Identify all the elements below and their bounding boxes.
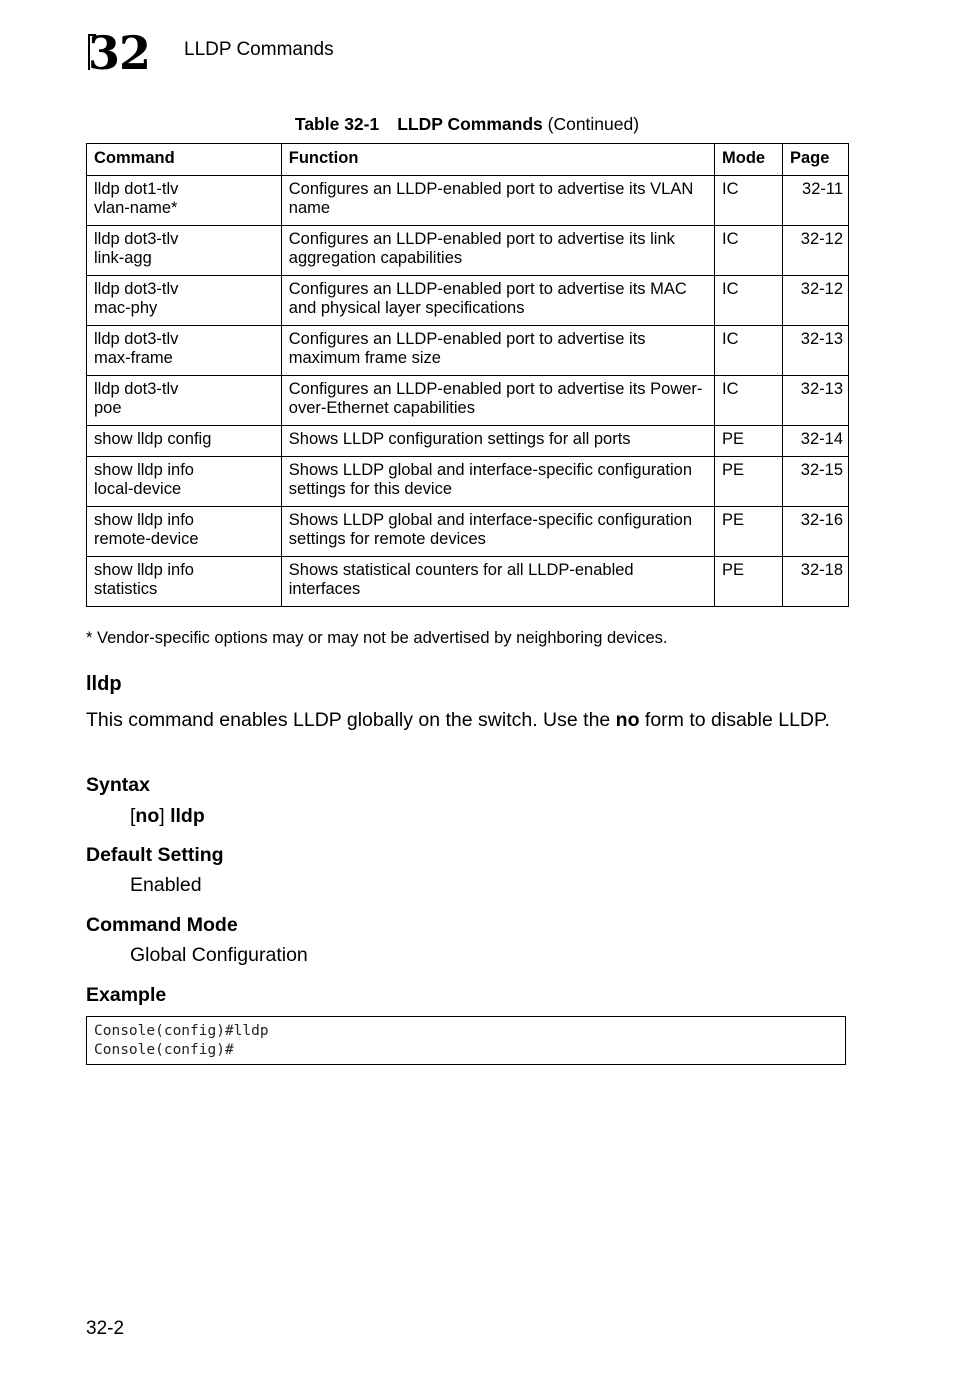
column-header-mode: Mode: [715, 144, 783, 176]
command-mode-value: Global Configuration: [130, 944, 308, 966]
cell-page: 32-12: [783, 226, 849, 276]
syntax-close-bracket: ]: [159, 805, 171, 827]
cell-page: 32-11: [783, 176, 849, 226]
cell-mode: PE: [715, 557, 783, 607]
table-header-row: [87, 144, 849, 176]
code-line: Console(config)#lldp: [94, 1023, 269, 1039]
column-header-command: Command: [87, 144, 282, 176]
table-row: [87, 376, 849, 426]
syntax-heading: Syntax: [86, 774, 150, 796]
cell-command: lldp dot3-tlv mac-phy: [87, 276, 282, 326]
cell-command: lldp dot1-tlv vlan-name*: [87, 176, 282, 226]
cell-mode: PE: [715, 507, 783, 557]
example-code-block: [86, 1016, 846, 1065]
cell-function: Shows LLDP configuration settings for all ports: [281, 426, 714, 457]
table-row: [87, 457, 849, 507]
cell-page: 32-18: [783, 557, 849, 607]
column-header-function: Function: [281, 144, 714, 176]
cell-function: Configures an LLDP-enabled port to advertise its VLAN name: [281, 176, 714, 226]
cell-mode: IC: [715, 226, 783, 276]
table-row: [87, 226, 849, 276]
cell-function: Shows LLDP global and interface-specific configuration settings for this device: [281, 457, 714, 507]
syntax-no-keyword: no: [135, 805, 160, 827]
cell-command: show lldp info statistics: [87, 557, 282, 607]
cell-page: 32-16: [783, 507, 849, 557]
table-row: [87, 557, 849, 607]
default-setting-heading: Default Setting: [86, 844, 224, 866]
cell-mode: IC: [715, 276, 783, 326]
table-footnote: * Vendor-specific options may or may not be advertised by neighboring devices.: [86, 629, 668, 647]
chapter-number: 32: [88, 26, 151, 80]
syntax-open-bracket: [: [130, 805, 136, 827]
page-number: 32-2: [86, 1318, 125, 1339]
table-row: [87, 507, 849, 557]
cell-mode: IC: [715, 326, 783, 376]
cell-mode: IC: [715, 176, 783, 226]
column-header-page: Page: [783, 144, 849, 176]
commands-table: [86, 143, 849, 607]
table-row: [87, 176, 849, 226]
table-caption: [86, 114, 848, 135]
description-text-end: form to disable LLDP.: [639, 709, 830, 731]
description-bold-keyword: no: [615, 709, 640, 731]
cell-page: 32-14: [783, 426, 849, 457]
cell-command: lldp dot3-tlv poe: [87, 376, 282, 426]
cell-command: show lldp info local-device: [87, 457, 282, 507]
cell-command: show lldp config: [87, 426, 282, 457]
cell-command: lldp dot3-tlv max-frame: [87, 326, 282, 376]
table-row: [87, 426, 849, 457]
command-description: [86, 707, 846, 733]
cell-page: 32-13: [783, 376, 849, 426]
cell-function: Configures an LLDP-enabled port to advertise its MAC and physical layer specifications: [281, 276, 714, 326]
cell-command: lldp dot3-tlv link-agg: [87, 226, 282, 276]
cell-mode: PE: [715, 426, 783, 457]
cell-mode: IC: [715, 376, 783, 426]
default-setting-value: Enabled: [130, 874, 202, 896]
cell-command: show lldp info remote-device: [87, 507, 282, 557]
description-text-start: This command enables LLDP globally on the switch. Use the: [86, 709, 616, 731]
syntax-command: lldp: [170, 805, 205, 827]
cell-function: Shows LLDP global and interface-specific configuration settings for remote devices: [281, 507, 714, 557]
cell-function: Configures an LLDP-enabled port to advertise its maximum frame size: [281, 326, 714, 376]
table-caption-title: LLDP Commands: [397, 114, 543, 134]
cell-page: 32-13: [783, 326, 849, 376]
syntax-line: [130, 805, 205, 828]
chapter-title: LLDP Commands: [184, 39, 334, 60]
table-caption-label: Table 32-1: [294, 114, 380, 134]
cell-function: Configures an LLDP-enabled port to advertise its link aggregation capabilities: [281, 226, 714, 276]
command-heading: lldp: [86, 673, 122, 695]
cell-function: Configures an LLDP-enabled port to advertise its Power-over-Ethernet capabilities: [281, 376, 714, 426]
cell-page: 32-15: [783, 457, 849, 507]
table-row: [87, 276, 849, 326]
table-row: [87, 326, 849, 376]
cell-page: 32-12: [783, 276, 849, 326]
command-mode-heading: Command Mode: [86, 914, 238, 936]
cell-function: Shows statistical counters for all LLDP-enabled interfaces: [281, 557, 714, 607]
table-caption-suffix: (Continued): [547, 114, 640, 134]
example-heading: Example: [86, 984, 167, 1006]
cell-mode: PE: [715, 457, 783, 507]
code-line: Console(config)#: [94, 1042, 234, 1058]
